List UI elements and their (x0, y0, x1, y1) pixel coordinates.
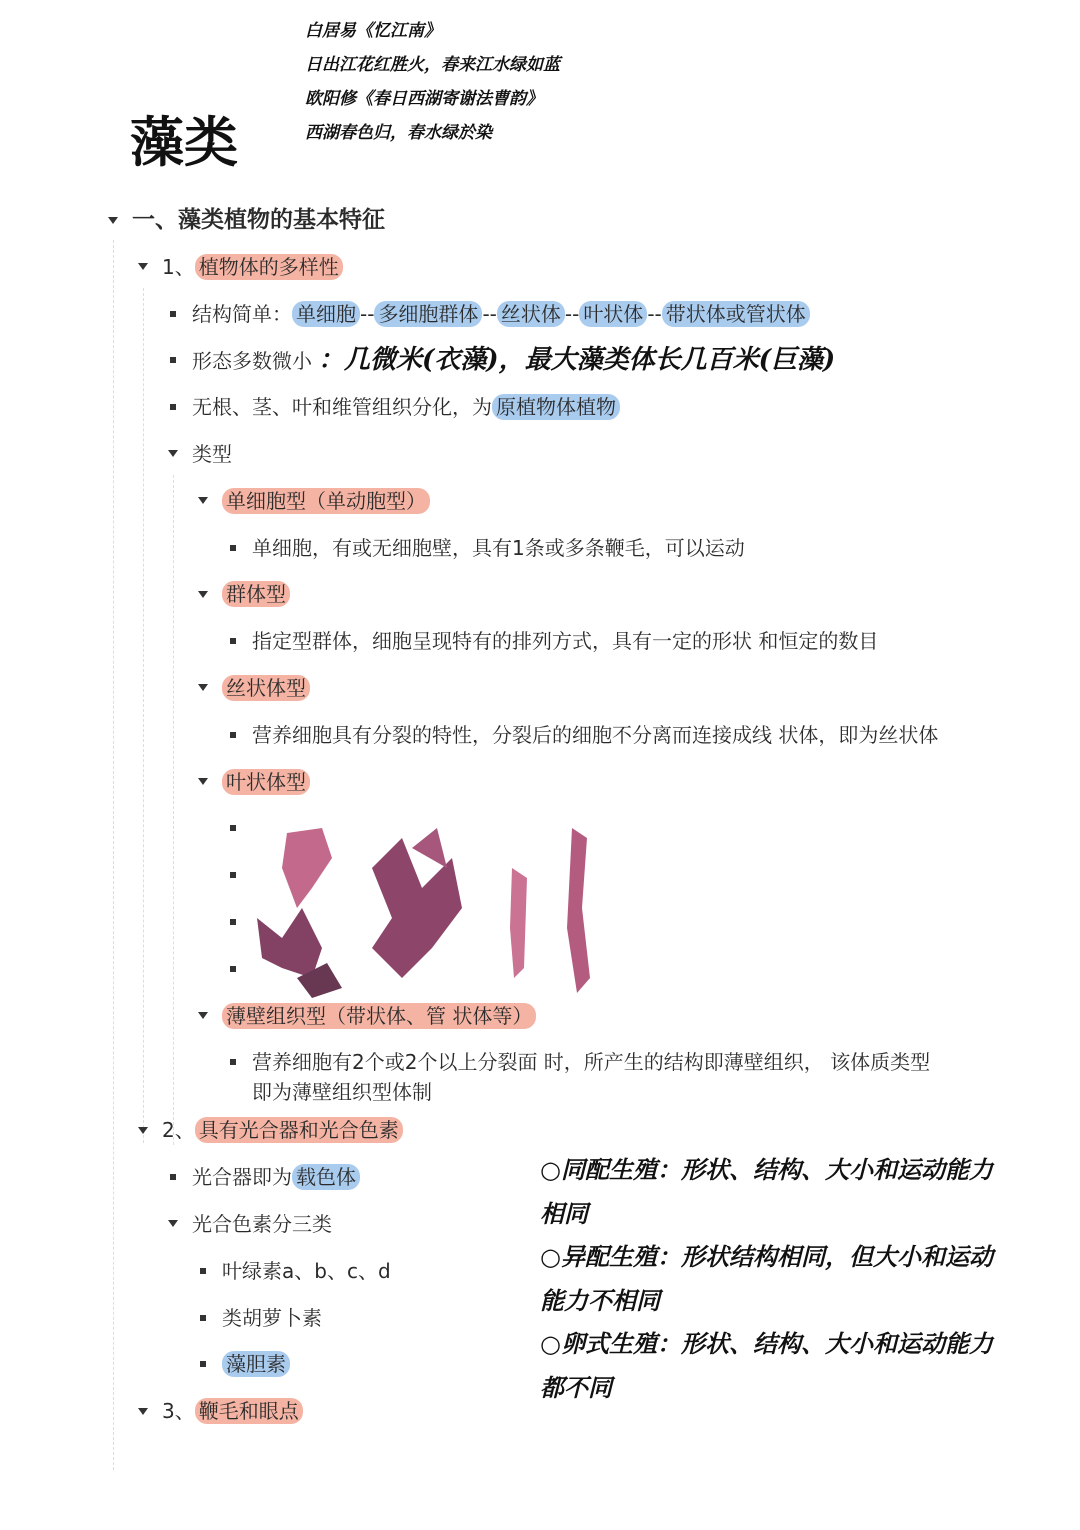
text-segment: 结构简单： (192, 301, 292, 326)
collapse-toggle[interactable] (106, 205, 120, 235)
bullet-icon (166, 299, 180, 329)
collapse-toggle[interactable] (166, 439, 180, 469)
note-line: ○同配生殖：形状、结构、大小和运动能力 (540, 1155, 993, 1184)
highlighted-text: 薄壁组织型（带状体、管 状体等） (222, 1003, 536, 1029)
outline-item (0, 291, 1080, 338)
text-segment: 类型 (192, 441, 232, 466)
note-line: 都不同 (540, 1372, 612, 1402)
outline-item (0, 384, 1080, 431)
bullet-icon (166, 1162, 180, 1192)
item-text[interactable] (222, 571, 290, 609)
highlighted-text: 群体型 (222, 581, 290, 607)
bullet-icon (226, 954, 240, 984)
item-text[interactable] (222, 1341, 290, 1379)
triangle-down-icon (138, 1408, 148, 1415)
collapse-toggle[interactable] (166, 1209, 180, 1239)
handwritten-annotation: ：几微米(衣藻)，最大藻类体长几百米(巨藻) (318, 345, 836, 376)
highlighted-text: 载色体 (292, 1164, 360, 1190)
bullet-icon (196, 1256, 210, 1286)
triangle-down-icon (168, 1220, 178, 1227)
triangle-down-icon (138, 1127, 148, 1134)
bullet-icon (226, 907, 240, 937)
highlighted-text: 鞭毛和眼点 (195, 1398, 303, 1424)
algae-image (252, 828, 597, 1003)
outline-item (0, 478, 1080, 525)
item-text[interactable] (192, 1201, 332, 1239)
bullet-icon (196, 1349, 210, 1379)
highlighted-text: 叶状体 (579, 301, 647, 327)
square-bullet-icon (170, 404, 176, 410)
triangle-down-icon (198, 497, 208, 504)
item-text[interactable] (252, 618, 878, 656)
text-segment: 指定型群体，细胞呈现特有的排列方式，具有一定的形状 和恒定的数目 (252, 629, 879, 654)
bullet-icon (226, 1047, 240, 1077)
note-line: 相同 (540, 1198, 588, 1228)
text-segment: -- (360, 301, 375, 326)
text-segment: 2、 (162, 1118, 195, 1143)
item-text[interactable] (252, 1039, 942, 1107)
square-bullet-icon (200, 1315, 206, 1321)
square-bullet-icon (230, 872, 236, 878)
square-bullet-icon (200, 1361, 206, 1367)
item-text[interactable] (222, 759, 310, 797)
text-segment: 3、 (162, 1399, 195, 1424)
triangle-down-icon (198, 1012, 208, 1019)
collapse-toggle[interactable] (136, 252, 150, 282)
note-line: 日出江花红胜火，春来江水绿如蓝 (305, 55, 560, 75)
highlighted-text: 原植物体植物 (492, 394, 620, 420)
square-bullet-icon (230, 919, 236, 925)
bullet-icon (226, 813, 240, 843)
outline-item (0, 618, 1080, 665)
collapse-toggle[interactable] (136, 1115, 150, 1145)
highlighted-text: 单细胞型（单动胞型） (222, 488, 430, 514)
text-segment: 单细胞，有或无细胞壁，具有1条或多条鞭毛，可以运动 (252, 535, 745, 560)
square-bullet-icon (230, 1059, 236, 1065)
item-text[interactable] (162, 1388, 303, 1426)
item-text[interactable] (192, 291, 810, 329)
text-segment: 营养细胞有2个或2个以上分裂面 时，所产生的结构即薄壁组织， 该体质类型即为薄壁组织型体制 (252, 1050, 931, 1105)
handwritten-poem-note (305, 14, 560, 150)
note-line: ○异配生殖：形状结构相同，但大小和运动 (540, 1242, 993, 1271)
square-bullet-icon (200, 1268, 206, 1274)
item-text[interactable] (252, 712, 938, 750)
bullet-icon (166, 392, 180, 422)
highlighted-text: 具有光合器和光合色素 (195, 1117, 403, 1143)
note-line: 欧阳修《春日西湖寄谢法曹韵》 (305, 89, 543, 109)
triangle-down-icon (168, 450, 178, 457)
highlighted-text: 丝状体型 (222, 675, 310, 701)
bullet-icon (226, 533, 240, 563)
handwritten-reproduction-note (540, 1148, 1020, 1409)
text-segment: 形态多数微小 (192, 349, 312, 374)
bullet-icon (226, 626, 240, 656)
outline-item (0, 1039, 1080, 1107)
bullet-icon (166, 345, 180, 375)
item-text[interactable] (222, 665, 310, 703)
outline-item (0, 525, 1080, 572)
bullet-icon (226, 860, 240, 890)
text-segment: -- (482, 301, 497, 326)
item-text[interactable] (162, 244, 343, 282)
section-heading (0, 197, 1080, 244)
collapse-toggle[interactable] (196, 767, 210, 797)
text-segment: 无根、茎、叶和维管组织分化，为 (192, 395, 492, 420)
note-line: ○卵式生殖：形状、结构、大小和运动能力 (540, 1329, 993, 1358)
collapse-toggle[interactable] (196, 579, 210, 609)
text-segment: -- (647, 301, 662, 326)
text-segment: 营养细胞具有分裂的特性，分裂后的细胞不分离而连接成线 状体，即为丝状体 (252, 722, 939, 747)
square-bullet-icon (170, 1174, 176, 1180)
text-segment: 1、 (162, 254, 195, 279)
triangle-down-icon (108, 217, 118, 224)
text-segment: 一、藻类植物的基本特征 (132, 207, 385, 233)
text-segment: 类胡萝卜素 (222, 1305, 322, 1330)
highlighted-text: 带状体或管状体 (662, 301, 810, 327)
collapse-toggle[interactable] (196, 1001, 210, 1031)
square-bullet-icon (230, 825, 236, 831)
highlighted-text: 植物体的多样性 (195, 254, 343, 280)
square-bullet-icon (230, 732, 236, 738)
item-text[interactable] (222, 1295, 322, 1333)
item-text[interactable] (222, 1248, 391, 1286)
highlighted-text: 多细胞群体 (374, 301, 482, 327)
item-text[interactable] (192, 384, 620, 422)
outline-item (0, 244, 1080, 291)
collapse-toggle[interactable] (196, 486, 210, 516)
text-segment: 叶绿素a、b、c、d (222, 1258, 391, 1283)
triangle-down-icon (138, 263, 148, 270)
item-text[interactable] (192, 431, 232, 469)
text-segment: 光合色素分三类 (192, 1211, 332, 1236)
item-text[interactable] (222, 478, 430, 516)
highlighted-text: 单细胞 (292, 301, 360, 327)
triangle-down-icon (198, 684, 208, 691)
item-text[interactable] (252, 525, 745, 563)
square-bullet-icon (230, 966, 236, 972)
collapse-toggle[interactable] (196, 673, 210, 703)
square-bullet-icon (170, 357, 176, 363)
item-text[interactable] (132, 197, 385, 235)
triangle-down-icon (198, 778, 208, 785)
highlighted-text: 丝状体 (497, 301, 565, 327)
outline-item (0, 712, 1080, 759)
text-segment: -- (564, 301, 580, 326)
square-bullet-icon (230, 638, 236, 644)
outline-item (0, 571, 1080, 618)
page-title: 藻类 (130, 111, 238, 174)
outline-item (0, 337, 1080, 384)
square-bullet-icon (170, 311, 176, 317)
collapse-toggle[interactable] (136, 1396, 150, 1426)
highlighted-text: 藻胆素 (222, 1351, 290, 1377)
square-bullet-icon (230, 545, 236, 551)
item-text[interactable] (162, 1107, 403, 1145)
highlighted-text: 叶状体型 (222, 769, 310, 795)
triangle-down-icon (198, 591, 208, 598)
outline-item (0, 665, 1080, 712)
text-segment: 光合器即为 (192, 1165, 292, 1190)
note-line: 西湖春色归，春水绿於染 (305, 123, 492, 143)
note-line: 白居易《忆江南》 (305, 21, 441, 41)
bullet-icon (226, 720, 240, 750)
outline-item (0, 431, 1080, 478)
item-text[interactable] (192, 337, 835, 376)
note-line: 能力不相同 (540, 1285, 660, 1315)
bullet-icon (196, 1303, 210, 1333)
item-text[interactable] (192, 1154, 360, 1192)
outline-item (0, 759, 1080, 806)
